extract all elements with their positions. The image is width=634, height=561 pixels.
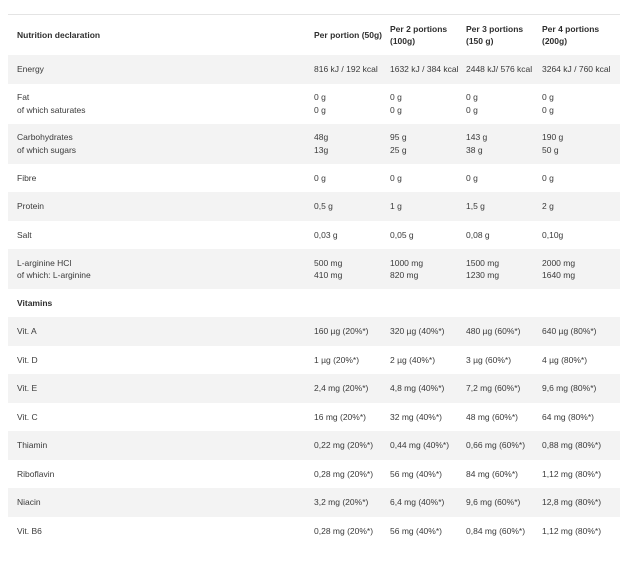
label-line: Fat	[17, 92, 30, 102]
header-per-3-portions	[458, 23, 534, 48]
vitamins-heading	[8, 297, 306, 310]
header-label: Nutrition declaration	[17, 29, 101, 40]
value-cell	[306, 63, 382, 76]
value-line: 2 g	[542, 201, 554, 211]
value-cell	[306, 257, 382, 282]
value-cell: 0,44 mg (40%*)	[390, 440, 450, 450]
value-cell	[458, 131, 534, 156]
table-row-vit-d	[8, 346, 620, 375]
row-label: Vit. C	[17, 411, 38, 422]
value-line: 50 g	[542, 144, 559, 155]
value-line: 0 g	[390, 172, 402, 183]
table-row-energy	[8, 55, 620, 84]
header-line: (150 g)	[466, 36, 494, 46]
row-label: Vit. D	[17, 354, 38, 365]
table-row-vit-a	[8, 317, 620, 346]
label-line: of which sugars	[17, 144, 77, 155]
value-cell	[382, 257, 458, 282]
value-cell	[382, 63, 458, 76]
value-cell	[534, 91, 620, 116]
header-line: (100g)	[390, 36, 416, 46]
value-line: 1230 mg	[466, 270, 500, 280]
value-cell: 56 mg (40%*)	[390, 525, 442, 536]
value-cell: 0,22 mg (20%*)	[314, 440, 374, 450]
row-label	[8, 257, 306, 282]
header-per-4-portions	[534, 23, 620, 48]
value-line: 3264 kJ / 760 kcal	[542, 64, 611, 74]
row-label	[8, 131, 306, 156]
label-line: Energy	[17, 64, 44, 74]
table-row-fibre	[8, 164, 620, 193]
table-row-protein	[8, 192, 620, 221]
value-cell	[306, 229, 382, 242]
value-line: 0,05 g	[390, 229, 414, 240]
value-cell	[458, 257, 534, 282]
row-label: Vit. B6	[17, 525, 42, 536]
value-cell	[382, 229, 458, 242]
value-cell	[382, 91, 458, 116]
table-row-vit-e	[8, 374, 620, 403]
value-line: 190 g	[542, 132, 564, 142]
value-cell: 0,28 mg (20%*)	[314, 525, 374, 536]
row-label	[8, 91, 306, 116]
value-cell	[306, 131, 382, 156]
label-line: of which: L-arginine	[17, 270, 91, 280]
value-cell	[306, 172, 382, 185]
value-line: 1632 kJ / 384 kcal	[390, 64, 459, 74]
value-cell: 32 mg (40%*)	[390, 411, 442, 422]
header-per-2-portions	[382, 23, 458, 48]
value-cell	[306, 91, 382, 116]
value-cell: 4 µg (80%*)	[542, 354, 588, 365]
value-line: 1 g	[390, 201, 402, 211]
label-line: Carbohydrates	[17, 132, 73, 142]
value-cell: 0,66 mg (60%*)	[466, 440, 526, 450]
value-cell: 9,6 mg (80%*)	[542, 383, 597, 393]
header-per-portion	[306, 29, 382, 42]
header-line: (200g)	[542, 36, 568, 46]
table-row-fat	[8, 84, 620, 124]
value-line: 0 g	[314, 104, 326, 115]
row-label	[8, 200, 306, 213]
table-row-carbohydrates	[8, 124, 620, 164]
value-cell	[534, 63, 620, 76]
value-cell	[458, 63, 534, 76]
value-cell	[458, 200, 534, 213]
row-label: Vit. A	[17, 326, 37, 336]
value-line: 1500 mg	[466, 257, 500, 268]
value-line: 1640 mg	[542, 270, 576, 280]
label-line: Salt	[17, 229, 32, 240]
value-line: 0,5 g	[314, 201, 333, 211]
value-cell: 84 mg (60%*)	[466, 468, 518, 479]
value-cell	[382, 200, 458, 213]
label-line: Protein	[17, 201, 44, 211]
value-cell: 2,4 mg (20%*)	[314, 383, 369, 393]
value-cell	[458, 91, 534, 116]
value-line: 0 g	[466, 172, 478, 183]
value-line: 0,10g	[542, 229, 564, 240]
table-row-riboflavin	[8, 460, 620, 489]
value-line: 0 g	[542, 92, 554, 102]
value-cell	[458, 229, 534, 242]
value-line: 2000 mg	[542, 257, 576, 268]
value-cell	[382, 172, 458, 185]
label-line: Fibre	[17, 172, 37, 183]
value-cell: 2 µg (40%*)	[390, 354, 436, 365]
value-line: 1000 mg	[390, 257, 424, 268]
value-line: 0 g	[314, 172, 326, 183]
value-cell: 64 mg (80%*)	[542, 411, 594, 422]
value-cell: 0,28 mg (20%*)	[314, 468, 374, 479]
table-row-vit-c	[8, 403, 620, 432]
value-line: 48g	[314, 132, 329, 142]
value-line: 0 g	[542, 172, 554, 183]
header-line: Per 4 portions	[542, 23, 600, 34]
value-cell: 7,2 mg (60%*)	[466, 383, 521, 393]
value-cell: 56 mg (40%*)	[390, 468, 442, 479]
label-line: of which saturates	[17, 104, 86, 115]
value-cell	[534, 131, 620, 156]
header-line: Per 2 portions	[390, 23, 448, 34]
table-row-vit-b6	[8, 517, 620, 546]
value-line: 2448 kJ/ 576 kcal	[466, 64, 533, 74]
label-line: L-arginine HCl	[17, 257, 72, 268]
value-line: 816 kJ / 192 kcal	[314, 64, 378, 74]
value-line: 0 g	[466, 92, 478, 102]
value-line: 0 g	[466, 104, 478, 115]
value-cell: 3,2 mg (20%*)	[314, 497, 369, 507]
value-line: 0 g	[390, 104, 402, 115]
table-header-row	[8, 15, 620, 55]
row-label	[8, 172, 306, 185]
value-cell: 640 µg (80%*)	[542, 326, 597, 336]
value-cell: 3 µg (60%*)	[466, 354, 512, 365]
value-line: 0 g	[314, 92, 326, 102]
nutrition-table	[8, 14, 620, 545]
row-label: Thiamin	[17, 440, 48, 450]
value-line: 500 mg	[314, 257, 343, 268]
value-cell	[382, 131, 458, 156]
header-line: Per 3 portions	[466, 23, 524, 34]
row-label	[8, 229, 306, 242]
value-line: 0 g	[542, 104, 554, 115]
value-cell: 1 µg (20%*)	[314, 354, 360, 365]
value-cell: 48 mg (60%*)	[466, 411, 518, 422]
value-cell: 0,88 mg (80%*)	[542, 440, 602, 450]
value-line: 25 g	[390, 144, 407, 155]
row-label	[8, 63, 306, 76]
row-label: Niacin	[17, 497, 41, 507]
value-line: 95 g	[390, 132, 407, 142]
table-row-niacin	[8, 488, 620, 517]
value-cell	[534, 257, 620, 282]
value-cell: 9,6 mg (60%*)	[466, 497, 521, 507]
value-line: 0 g	[390, 92, 402, 102]
vitamins-section-row	[8, 289, 620, 317]
value-cell	[534, 229, 620, 242]
header-line: Per portion (50g)	[314, 29, 383, 40]
value-cell: 6,4 mg (40%*)	[390, 497, 445, 507]
value-cell: 320 µg (40%*)	[390, 326, 445, 336]
value-line: 410 mg	[314, 270, 343, 280]
header-nutrition-declaration	[8, 29, 306, 42]
value-line: 0,03 g	[314, 229, 338, 240]
value-cell: 0,84 mg (60%*)	[466, 525, 526, 536]
value-cell: 1,12 mg (80%*)	[542, 468, 602, 479]
table-row-thiamin	[8, 431, 620, 460]
value-line: 13g	[314, 144, 329, 155]
value-line: 0,08 g	[466, 229, 490, 240]
value-cell	[458, 172, 534, 185]
row-label: Riboflavin	[17, 468, 55, 479]
value-cell	[306, 200, 382, 213]
value-cell: 4,8 mg (40%*)	[390, 383, 445, 393]
value-cell	[534, 172, 620, 185]
table-row-salt	[8, 221, 620, 250]
section-heading: Vitamins	[17, 297, 53, 308]
value-line: 143 g	[466, 132, 488, 142]
value-cell: 12,8 mg (80%*)	[542, 497, 602, 507]
table-row-l-arginine	[8, 249, 620, 289]
value-line: 1,5 g	[466, 201, 485, 211]
value-cell	[534, 200, 620, 213]
row-label: Vit. E	[17, 383, 38, 393]
value-cell: 1,12 mg (80%*)	[542, 525, 602, 536]
value-cell: 160 µg (20%*)	[314, 326, 369, 336]
value-cell: 480 µg (60%*)	[466, 326, 521, 336]
value-line: 820 mg	[390, 270, 419, 280]
value-line: 38 g	[466, 144, 483, 155]
value-cell: 16 mg (20%*)	[314, 411, 366, 422]
